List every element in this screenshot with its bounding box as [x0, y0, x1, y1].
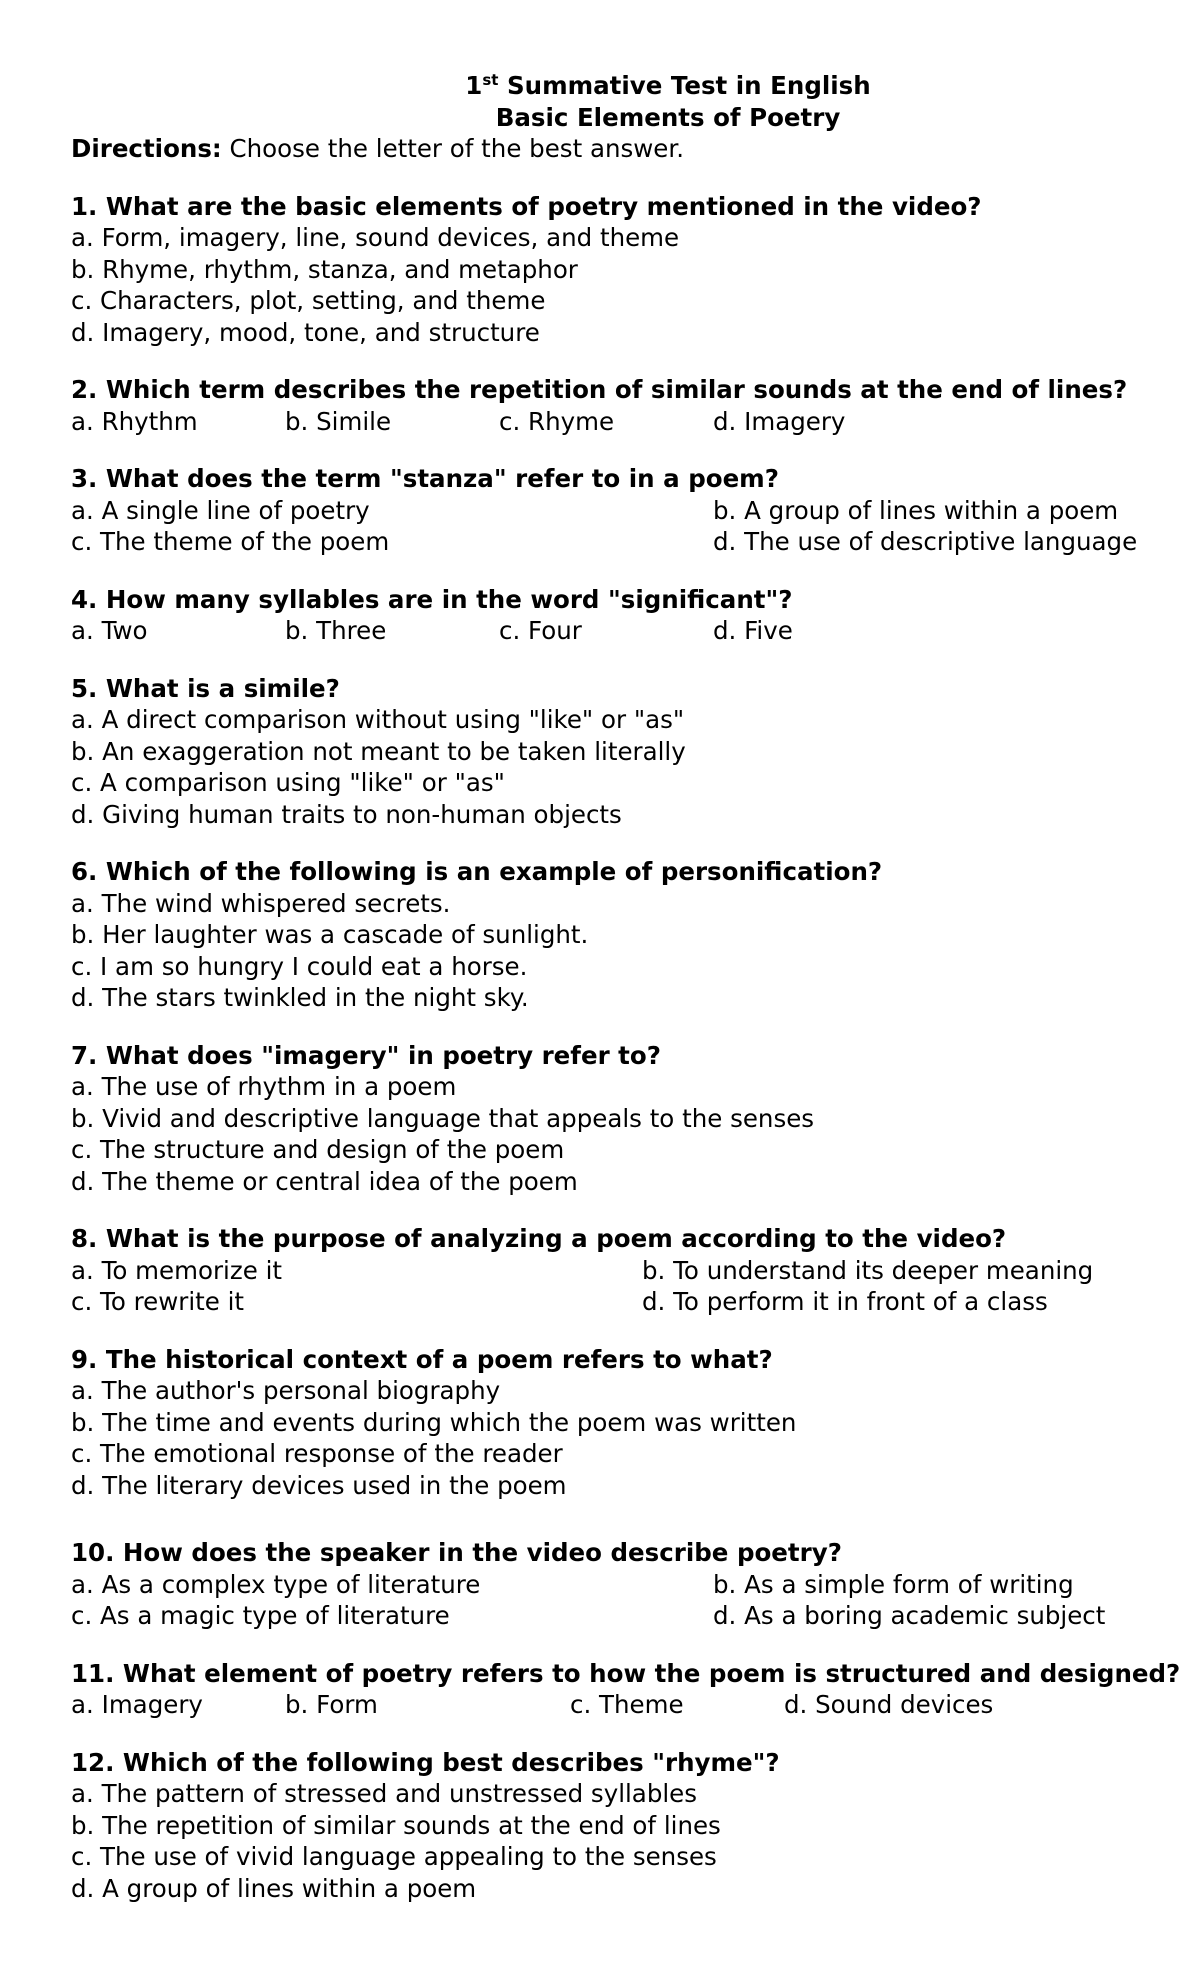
option-d: d. A group of lines within a poem: [71, 1873, 477, 1903]
option-b: b. Simile: [285, 406, 392, 436]
test-subtitle: Basic Elements of Poetry: [495, 102, 841, 132]
question-text: 9. The historical context of a poem refers to what?: [71, 1344, 773, 1374]
question-9: [71, 1344, 1140, 1502]
question-5: [71, 673, 1140, 831]
question-text: 12. Which of the following best describes "rhyme"?: [71, 1747, 780, 1777]
option-b: b. Her laughter was a cascade of sunlight.: [71, 920, 589, 949]
question-3: [71, 463, 1140, 558]
directions-label: Directions:: [71, 134, 222, 163]
option-d: d. The theme or central idea of the poem: [71, 1166, 578, 1196]
option-c: c. The emotional response of the reader: [71, 1439, 563, 1468]
option-a: a. The wind whispered secrets.: [71, 888, 451, 918]
question-12: [71, 1747, 1140, 1905]
option-b: b. To understand its deeper meaning: [642, 1255, 1094, 1285]
options-row: [71, 1689, 1140, 1721]
question-6: [71, 856, 1140, 1014]
option-c: c. Rhyme: [499, 406, 615, 436]
option-b: b. Three: [285, 616, 387, 645]
option-c: c. Four: [499, 616, 582, 645]
question-text: 4. How many syllables are in the word "significant"?: [71, 584, 793, 614]
option-d: d. The stars twinkled in the night sky.: [71, 983, 529, 1012]
option-b: b. The repetition of similar sounds at the end of lines: [71, 1810, 721, 1840]
question-4: [71, 584, 1140, 647]
question-text: 6. Which of the following is an example of personification?: [71, 857, 883, 886]
option-d: d. Imagery: [713, 406, 846, 436]
option-c: c. To rewrite it: [71, 1287, 245, 1316]
option-c: c. A comparison using "like" or "as": [71, 768, 505, 797]
question-text: 5. What is a simile?: [71, 673, 340, 703]
question-1: [71, 191, 1140, 349]
option-a: a. As a complex type of literature: [71, 1569, 481, 1599]
option-a: a. The author's personal biography: [71, 1376, 501, 1405]
option-a: a. Imagery: [71, 1690, 203, 1719]
option-c: c. As a magic type of literature: [71, 1601, 450, 1630]
option-b: b. Rhyme, rhythm, stanza, and metaphor: [71, 254, 578, 284]
options-row: [71, 406, 1140, 438]
question-10: [71, 1537, 1140, 1632]
options-row: [71, 495, 1140, 527]
option-d: d. The use of descriptive language: [713, 527, 1138, 556]
question-text: 2. Which term describes the repetition of similar sounds at the end of lines?: [71, 375, 1128, 404]
question-text: 1. What are the basic elements of poetry mentioned in the video?: [71, 191, 982, 221]
question-text: 11. What element of poetry refers to how the poem is structured and designed?: [71, 1658, 1181, 1688]
question-8: [71, 1223, 1140, 1318]
question-text: 10. How does the speaker in the video describe poetry?: [71, 1538, 842, 1567]
option-b: b. An exaggeration not meant to be taken literally: [71, 736, 686, 766]
option-c: c. Theme: [570, 1690, 684, 1719]
question-text: 3. What does the term "stanza" refer to in a poem?: [71, 464, 779, 493]
options-row: [71, 1255, 1140, 1287]
options-row: [71, 615, 1140, 647]
test-title: 1st Summative Test in English: [465, 70, 871, 100]
option-a: a. To memorize it: [71, 1255, 282, 1285]
question-11: [71, 1658, 1181, 1721]
question-text: 8. What is the purpose of analyzing a poem according to the video?: [71, 1224, 1007, 1253]
options-row: [71, 1286, 1140, 1318]
option-a: a. The use of rhythm in a poem: [71, 1072, 457, 1101]
option-b: b. A group of lines within a poem: [713, 495, 1119, 525]
option-a: a. A single line of poetry: [71, 495, 370, 525]
option-c: c. I am so hungry I could eat a horse.: [71, 951, 528, 981]
option-d: d. Giving human traits to non-human objects: [71, 799, 622, 829]
option-b: b. Form: [285, 1690, 378, 1719]
option-d: d. Five: [713, 616, 793, 645]
option-c: c. The use of vivid language appealing to the senses: [71, 1842, 717, 1871]
options-row: [71, 1600, 1140, 1632]
option-d: d. Sound devices: [784, 1690, 994, 1719]
question-7: [71, 1040, 1140, 1198]
option-a: a. Two: [71, 616, 148, 645]
test-header: [196, 70, 1140, 133]
option-d: d. As a boring academic subject: [713, 1601, 1106, 1630]
option-c: c. The structure and design of the poem: [71, 1135, 565, 1164]
option-a: a. The pattern of stressed and unstressed syllables: [71, 1779, 698, 1808]
directions-text: Choose the letter of the best answer.: [221, 134, 684, 163]
option-a: a. A direct comparison without using "like" or "as": [71, 705, 685, 734]
option-d: d. The literary devices used in the poem: [71, 1470, 567, 1500]
option-c: c. Characters, plot, setting, and theme: [71, 286, 546, 315]
option-a: a. Rhythm: [71, 406, 198, 436]
option-d: d. Imagery, mood, tone, and structure: [71, 317, 540, 347]
option-d: d. To perform it in front of a class: [642, 1287, 1048, 1316]
option-a: a. Form, imagery, line, sound devices, and theme: [71, 223, 680, 252]
option-c: c. The theme of the poem: [71, 527, 390, 556]
options-row: [71, 526, 1140, 558]
option-b: b. The time and events during which the poem was written: [71, 1407, 797, 1437]
options-row: [71, 1569, 1140, 1601]
question-2: [71, 374, 1140, 437]
question-text: 7. What does "imagery" in poetry refer to?: [71, 1040, 661, 1070]
option-b: b. Vivid and descriptive language that appeals to the senses: [71, 1103, 815, 1133]
option-b: b. As a simple form of writing: [713, 1569, 1074, 1599]
directions: [71, 133, 1140, 165]
